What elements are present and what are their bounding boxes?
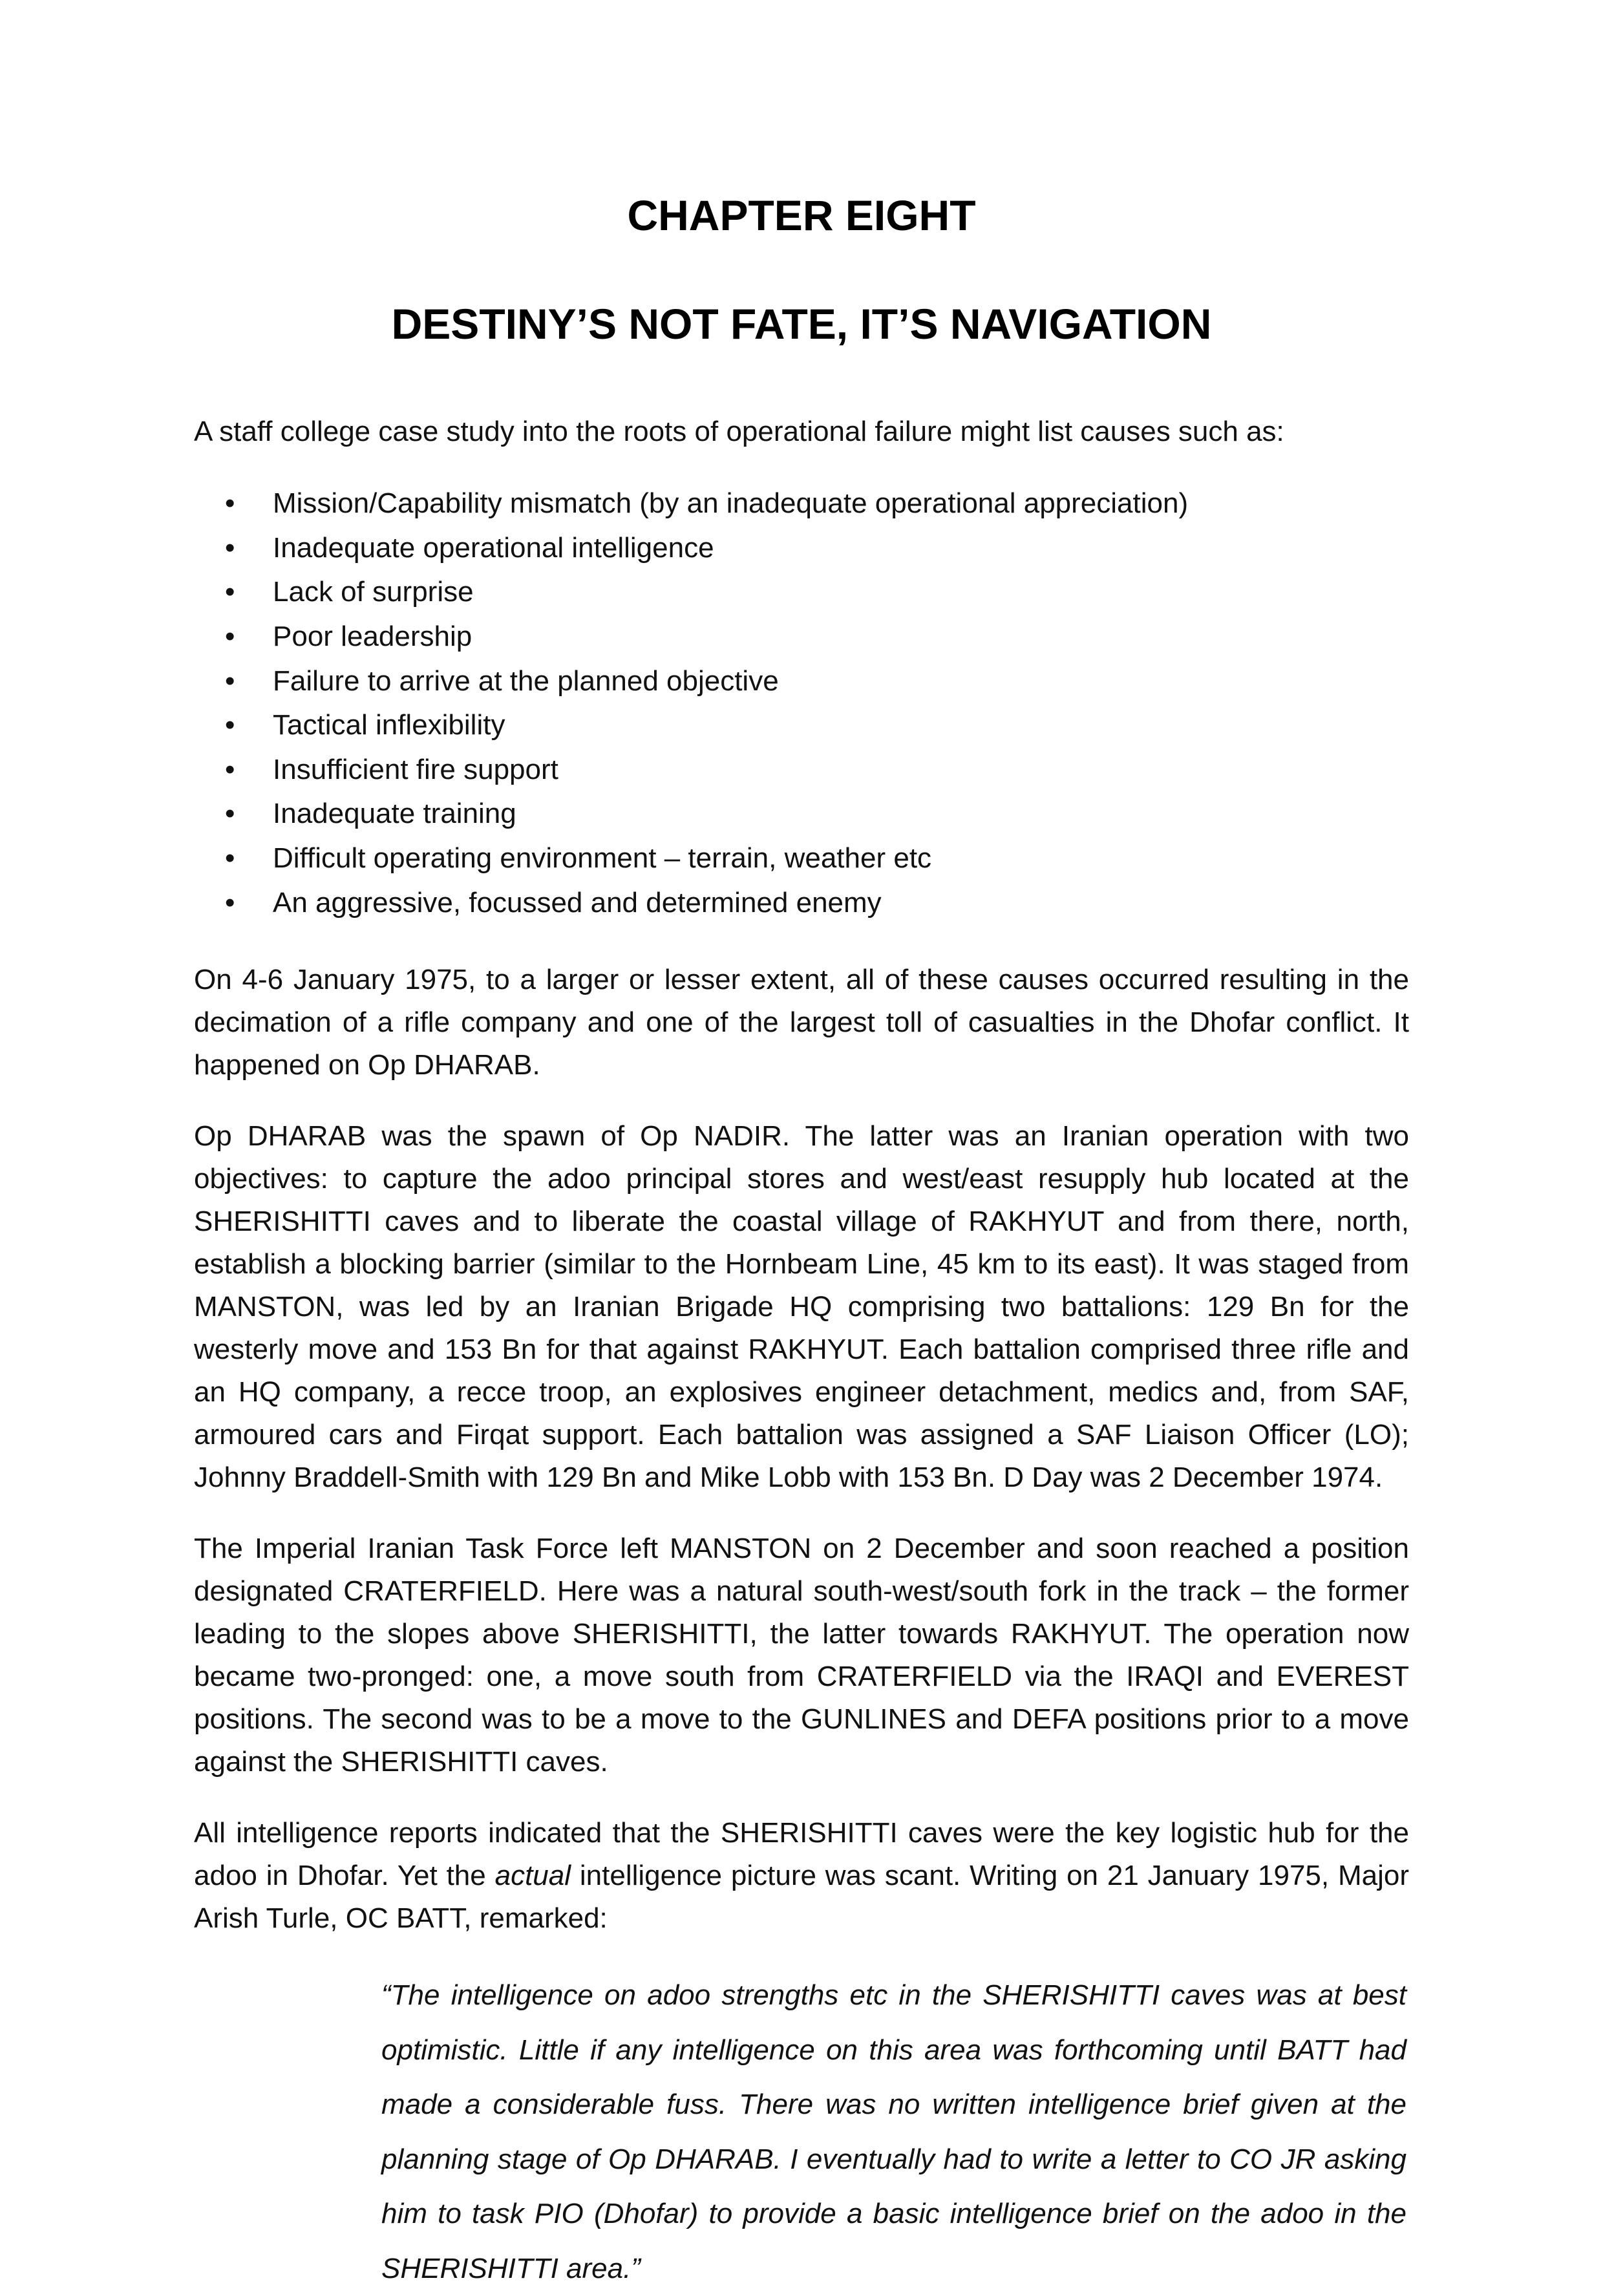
intel-text-after: intelligence picture was scant. Writing on 21 January 1975, Major Arish Turle, OC BATT, remarked: <box>194 1860 1409 1935</box>
bullet-item: • Mission/Capability mismatch (by an inadequate operational appreciation) <box>194 482 1409 526</box>
bullet-item: • Insufficient fire support <box>194 748 1409 792</box>
bullet-item: • Poor leadership <box>194 615 1409 659</box>
chapter-title: CHAPTER EIGHT <box>627 191 976 239</box>
cause-bullet-list <box>194 482 1409 925</box>
bullet-item: • An aggressive, focussed and determined enemy <box>194 881 1409 926</box>
body-paragraph-op-nadir: Op DHARAB was the spawn of Op NADIR. The latter was an Iranian operation with two objectives: to capture the adoo principal stores and west/east resupply hub located at the SHERISHITTI caves and to liberate the coastal village of RAKHYUT and from there, north, establish a blocking barrier (similar to the Hornbeam Line, 45 km to its east). It was staged from MANSTON, was led by an Iranian Brigade HQ comprising two battalions: 129 Bn for the westerly move and 153 Bn for that against RAKHYUT. Each battalion comprised three rifle and an HQ company, a recce troop, an explosives engineer detachment, medics and, from SAF, armoured cars and Firqat support. Each battalion was assigned a SAF Liaison Officer (LO); Johnny Braddell-Smith with 129 Bn and Mike Lobb with 153 Bn. D Day was 2 December 1974. <box>194 1120 1409 1494</box>
chapter-subtitle: DESTINY’S NOT FATE, IT’S NAVIGATION <box>391 300 1212 348</box>
bullet-item: • Failure to arrive at the planned objective <box>194 659 1409 704</box>
intel-text-before: All intelligence reports indicated that the SHERISHITTI caves were the key logistic hub for the adoo in Dhofar. Yet the <box>194 1817 1409 1892</box>
intro-paragraph: A staff college case study into the roots of operational failure might list causes such as: <box>194 416 1284 447</box>
body-paragraph-task-force: The Imperial Iranian Task Force left MANSTON on 2 December and soon reached a position designated CRATERFIELD. Here was a natural south-west/south fork in the track – the former leading to the slopes above SHERISHITTI, the latter towards RAKHYUT. The operation now became two-pronged: one, a move south from CRATERFIELD via the IRAQI and EVEREST positions. The second was to be a move to the GUNLINES and DEFA positions prior to a move against the SHERISHITTI caves. <box>194 1533 1409 1778</box>
turle-quote-block: “The intelligence on adoo strengths etc in the SHERISHITTI caves was at best optimistic. Little if any intelligence on this area was forthcoming until BATT had made a considerable fuss. There was no written intelligence brief given at the planning stage of Op DHARAB. I eventually had to write a letter to CO JR asking him to task PIO (Dhofar) to provide a basic intelligence brief on the adoo in the SHERISHITTI area.” <box>381 1979 1407 2284</box>
bullet-item: • Lack of surprise <box>194 570 1409 615</box>
bullet-item: • Inadequate training <box>194 792 1409 836</box>
intel-italic-word: actual <box>494 1860 571 1892</box>
body-paragraph-op-dharab: On 4-6 January 1975, to a larger or lesser extent, all of these causes occurred resulting in the decimation of a rifle company and one of the largest toll of casualties in the Dhofar conflict. It happened on Op DHARAB. <box>194 964 1409 1081</box>
bullet-item: • Difficult operating environment – terrain, weather etc <box>194 836 1409 881</box>
bullet-item: • Tactical inflexibility <box>194 703 1409 748</box>
body-paragraph-intelligence <box>194 1812 1409 1940</box>
bullet-item: • Inadequate operational intelligence <box>194 526 1409 571</box>
